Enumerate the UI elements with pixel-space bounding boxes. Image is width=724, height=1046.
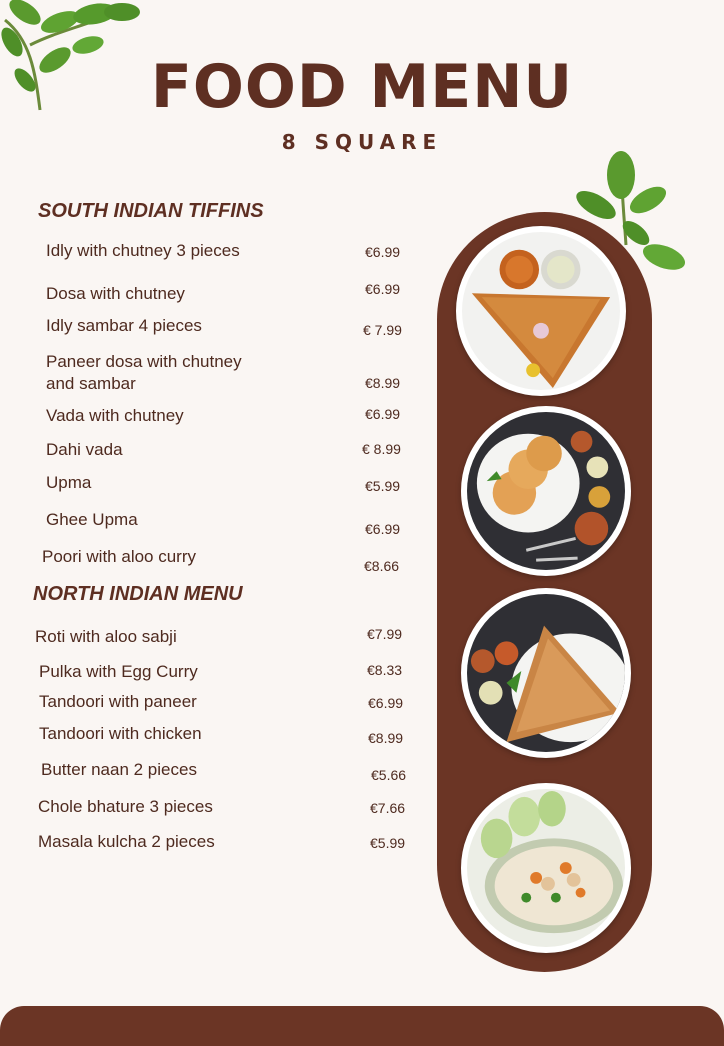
menu-item-name: Masala kulcha 2 pieces [38,832,215,851]
menu-item-name: Idly with chutney 3 pieces [46,241,240,260]
menu-item-price: €7.99 [367,626,403,642]
menu-item-name: Dosa with chutney [46,284,185,303]
menu-item-price: €6.99 [365,406,401,422]
set-dosa-plate-image [461,406,631,576]
menu-item-price: €8.99 [365,375,401,391]
menu-item-price: €6.99 [365,244,401,260]
menu-item-name: Tandoori with paneer [39,692,197,711]
menu-item-price: €5.99 [370,835,406,851]
menu-item-price: €7.66 [370,800,406,816]
menu-item-name: Roti with aloo sabji [35,627,177,646]
menu-item-price: €8.99 [368,730,404,746]
menu-item-price: €8.33 [367,662,403,678]
menu-item-price: €6.99 [368,695,404,711]
menu-item-name: Tandoori with chicken [39,724,202,743]
menu-item-price: € 7.99 [363,322,402,338]
menu-item-name: Butter naan 2 pieces [41,760,197,779]
dosa-plate-image [456,226,626,396]
menu-title: FOOD MENU [150,52,574,122]
menu-item-name: Pulka with Egg Curry [39,662,198,681]
menu-item-name: Dahi vada [46,440,123,459]
menu-item-name-continued: and sambar [46,374,136,393]
menu-item-name: Ghee Upma [46,510,138,529]
menu-item-name: Poori with aloo curry [42,547,197,566]
menu-item-name: Paneer dosa with chutney [46,352,242,371]
menu-item-price: €5.99 [365,478,401,494]
menu-item-price: €5.66 [371,767,407,783]
menu-item-name: Upma [46,473,92,492]
section-heading-north-indian: NORTH INDIAN MENU [33,583,243,605]
menu-item-name: Vada with chutney [46,406,184,425]
fried-rice-plate-image [461,783,631,953]
restaurant-name: 8 SQUARE [281,130,443,154]
menu-item-name: Chole bhature 3 pieces [38,797,213,816]
menu-item-price: €6.99 [365,521,401,537]
menu-item-price: € 8.99 [362,441,401,457]
masala-dosa-plate-image [461,588,631,758]
menu-item-name: Idly sambar 4 pieces [46,316,202,335]
footer-bar [0,1006,724,1046]
section-heading-south-indian: SOUTH INDIAN TIFFINS [38,200,264,222]
menu-item-price: €8.66 [364,558,400,574]
menu-item-price: €6.99 [365,281,401,297]
